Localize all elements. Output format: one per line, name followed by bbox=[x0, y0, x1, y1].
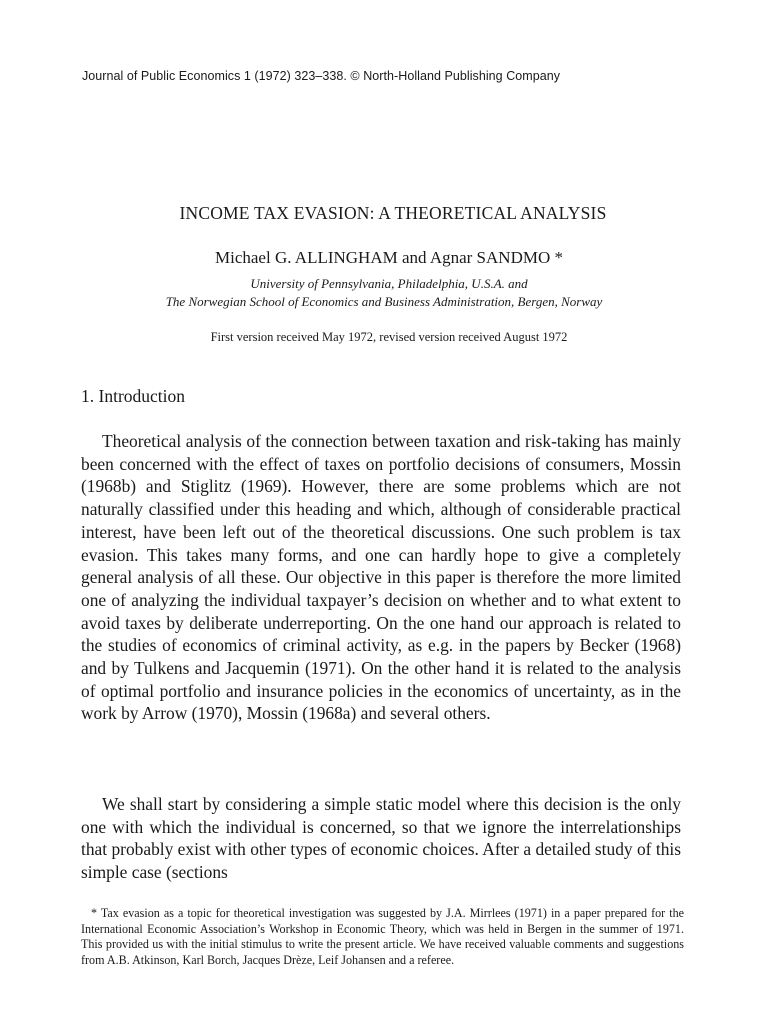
article-authors: Michael G. ALLINGHAM and Agnar SANDMO * bbox=[215, 248, 563, 267]
received-dates: First version received May 1972, revised version received August 1972 bbox=[210, 330, 568, 344]
author-affiliation-1: University of Pennsylvania, Philadelphia, U.S.A. and bbox=[250, 276, 528, 291]
body-paragraph: Theoretical analysis of the connection between taxation and risk-taking has mainly been concerned with the effect of taxes on portfolio decisions of consumers, Mossin (1968b) and Stiglitz (1969). However, there are some problems which are not naturally classified under this heading and which, although of considerable practical interest, have been left out of the theoretical discussions. One such problem is tax evasion. This takes many forms, and one can hardly hope to give a completely general analysis of all these. Our objective in this paper is therefore the more limited one of analyzing the individual taxpayer’s decision on whether and to what extent to avoid taxes by deliberate underreporting. On the one hand our approach is related to the studies of economics of criminal activity, as e.g. in the papers by Becker (1968) and by Tulkens and Jacquemin (1971). On the other hand it is related to the analysis of optimal portfolio and insurance policies in the economics of uncertainty, as in the work by Arrow (1970), Mossin (1968a) and several others. bbox=[81, 431, 681, 724]
article-title: INCOME TAX EVASION: A THEORETICAL ANALYSIS bbox=[179, 203, 607, 223]
acknowledgement-footnote: * Tax evasion as a topic for theoretical investigation was suggested by J.A. Mirrlees (1971) in a paper prepared for the International Economic Association’s Workshop in Economic Theory, which was held in Bergen in the summer of 1971. This provided us with the initial stimulus to write the present article. We have received valuable comments and suggestions from A.B. Atkinson, Karl Borch, Jacques Drèze, Leif Johansen and a referee. bbox=[81, 906, 684, 967]
author-affiliation-2: The Norwegian School of Economics and Business Administration, Bergen, Norway bbox=[165, 294, 603, 309]
journal-citation-header: Journal of Public Economics 1 (1972) 323–338. © North-Holland Publishing Company bbox=[82, 69, 561, 83]
body-paragraph: We shall start by considering a simple static model where this decision is the only one with which the individual is concerned, so that we ignore the interrelationships that probably exist with other types of economic choices. After a detailed study of this simple case (sections bbox=[81, 794, 681, 883]
section-heading-introduction: 1. Introduction bbox=[81, 386, 186, 406]
